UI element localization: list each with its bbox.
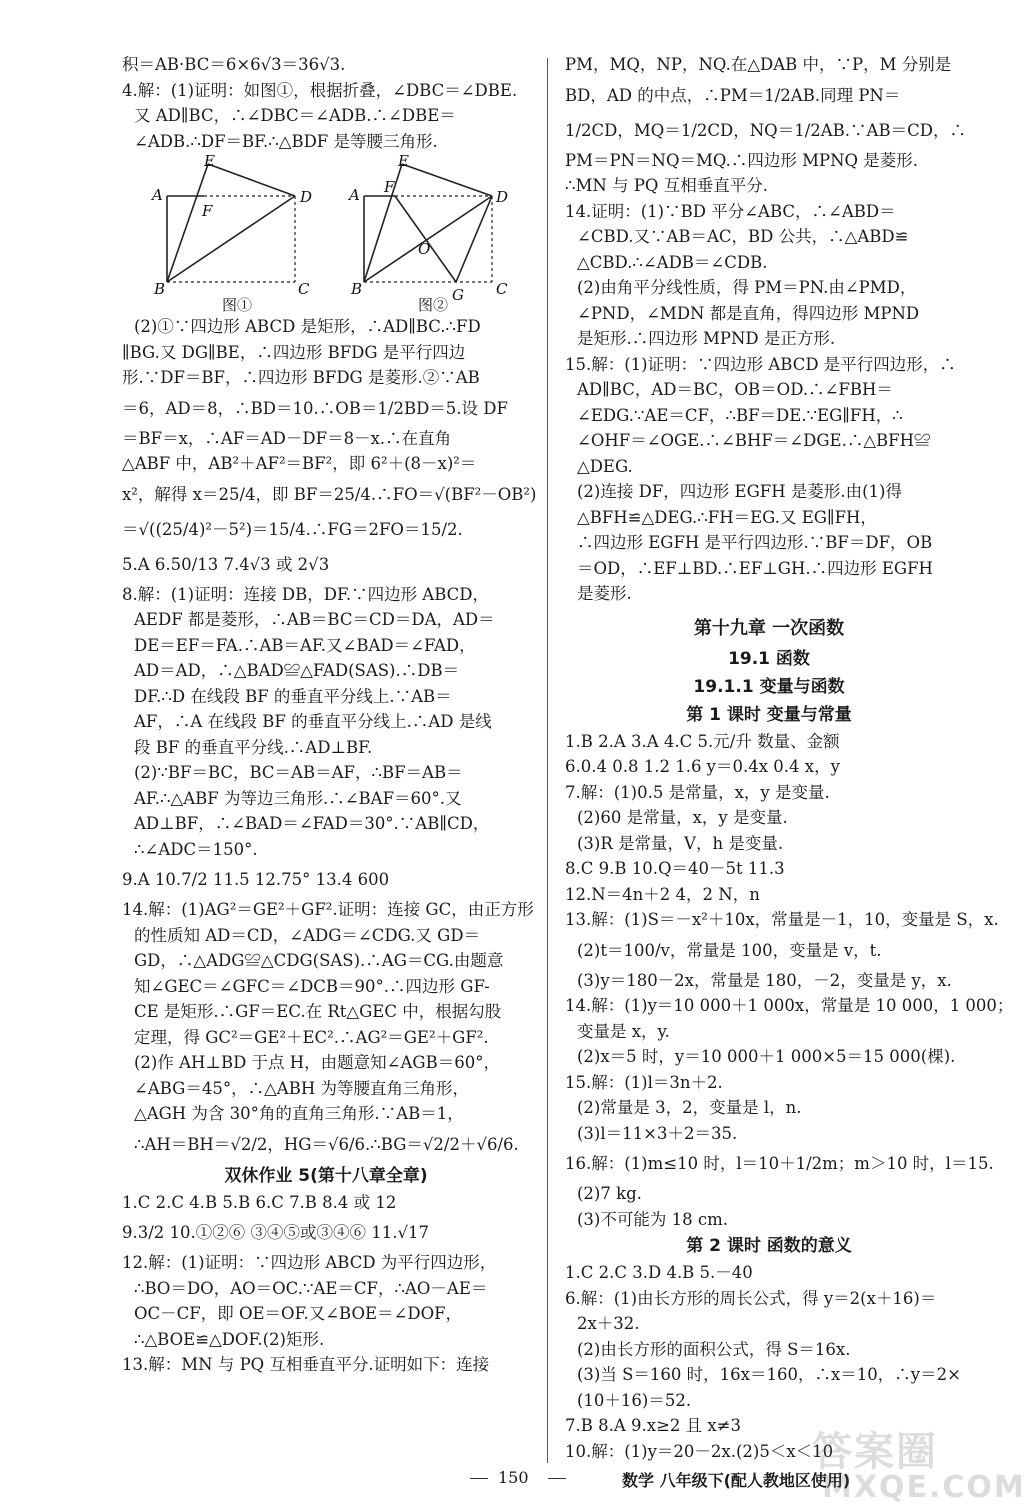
text-line: ∴BO＝DO，AO＝OC.∵AE＝CF，∴AO－AE＝: [134, 1278, 488, 1298]
text-line: (3)不可能为 18 cm.: [577, 1209, 728, 1229]
text-line: 2x＋32.: [577, 1314, 640, 1333]
text-line: AD⊥BF，∴∠BAD＝∠FAD＝30°.∵AB∥CD，: [134, 814, 490, 833]
text-line: △ABF 中，AB²＋AF²＝BF²，即 6²＋(8－x)²＝: [122, 454, 477, 473]
chapter-title: 第十九章 一次函数: [693, 617, 845, 639]
text-line: (3)R 是常量，V，h 是变量.: [577, 833, 784, 853]
text-line: (2)7 kg.: [577, 1184, 642, 1203]
figure-1: [167, 164, 295, 282]
geometry-figures: [122, 152, 530, 314]
watermark-url: MXQE.COM: [822, 1470, 1026, 1505]
footer-dash: [548, 1478, 566, 1479]
answer-line: 8.C 9.B 10.Q＝40－5t 11.3: [565, 859, 785, 878]
text-line: PM，MQ，NP，NQ.在△DAB 中，∵P，M 分别是: [565, 55, 952, 74]
text-line: x²，解得 x＝25/4，即 BF＝25/4.∴FO＝√(BF²－OB²): [122, 484, 537, 504]
subsection-title: 19.1.1 变量与函数: [693, 676, 845, 697]
answer-line: 7.B 8.A 9.x≥2 且 x≠3: [565, 1416, 742, 1435]
text-line: (10＋16)＝52.: [577, 1390, 692, 1410]
text-line: 8.解：(1)证明：连接 DB，DF.∵四边形 ABCD，: [122, 584, 490, 604]
text-line: CE 是矩形.∴GF＝EC.在 Rt△GEC 中，根据勾股: [134, 1002, 502, 1021]
text-line: (2)连接 DF，四边形 EGFH 是菱形.由(1)得: [577, 482, 902, 501]
answer-line: 12.N＝4n＋2 4，2 N，n: [565, 884, 760, 904]
text-line: △CBD.∴∠ADB＝∠CDB.: [577, 252, 768, 272]
answer-line: 1.C 2.C 3.D 4.B 5.－40: [565, 1263, 753, 1282]
section-heading: 双休作业 5(第十八章全章): [224, 1165, 428, 1186]
text-line: 14.证明：(1)∵BD 平分∠ABC，∴∠ABD＝: [565, 201, 896, 221]
page-number: 150: [498, 1468, 529, 1487]
text-line: ∠ABG＝45°，∴△ABH 为等腰直角三角形，: [134, 1078, 469, 1098]
text-line: ＝6，AD＝8，∴BD＝10.∴OB＝1/2BD＝5.设 DF: [122, 398, 508, 418]
text-line: ∠CBD.又∵AB＝AC，BD 公共，∴△ABD≌: [577, 227, 909, 246]
text-line: DE＝EF＝FA.∴AB＝AF.又∠BAD＝∠FAD，: [134, 635, 476, 655]
figure1-label-c: C: [298, 280, 310, 298]
answer-line: 6.0.4 0.8 1.2 1.6 y＝0.4x 0.4 x，y: [565, 757, 840, 776]
text-line: (2)∵BF＝BC，BC＝AB＝AF，∴BF＝AB＝: [134, 763, 463, 782]
footer-dash: [470, 1478, 488, 1479]
figure1-label-e: E: [204, 152, 215, 170]
text-line: ∴AH＝BH＝√2/2，HG＝√6/6.∴BG＝√2/2＋√6/6.: [134, 1134, 519, 1154]
text-line: BD，AD 的中点，∴PM＝1/2AB.同理 PN＝: [565, 85, 901, 105]
figure1-caption: 图①: [222, 296, 253, 314]
text-line: 是菱形.: [577, 584, 632, 603]
answer-line: 9.3/2 10.①②⑥ ③④⑤或③④⑥ 11.√17: [122, 1223, 430, 1242]
text-line: ∴∠ADC＝150°.: [134, 839, 258, 859]
text-line: (2)t＝100/v，常量是 100，变量是 v，t.: [577, 940, 882, 960]
lesson-title: 第 1 课时 变量与常量: [686, 704, 852, 725]
text-line: ∴△BOE≌△DOF.(2)矩形.: [134, 1329, 325, 1349]
text-line: 形.∵DF＝BF，∴四边形 BFDG 是菱形.②∵AB: [122, 368, 480, 387]
text-line: △BFH≌△DEG.∴FH＝EG.又 EG∥FH，: [577, 507, 877, 527]
text-line: OC－CF，即 OE＝OF.又∠BOE＝∠DOF，: [134, 1304, 463, 1323]
footer-subject: 数学 八年级下(配人教地区使用): [622, 1471, 851, 1490]
text-line: AF.∴△ABF 为等边三角形.∴∠BAF＝60°.又: [134, 788, 462, 808]
column-divider: [547, 58, 548, 1463]
text-line: △DEG.: [577, 456, 633, 476]
text-line: 又 AD∥BC，∴∠DBC＝∠ADB.∴∠DBE＝: [134, 106, 456, 125]
watermark-logo: [812, 1420, 1026, 1510]
text-line: 13.解：MN 与 PQ 互相垂直平分.证明如下：连接: [122, 1355, 490, 1374]
text-line: ＝BF＝x，∴AF＝AD－DF＝8－x.∴在直角: [122, 428, 452, 448]
text-line: ∠EDG.∵AE＝CF，∴BF＝DE.∵EG∥FH，∴: [577, 405, 903, 425]
figure2-caption: 图②: [418, 296, 449, 314]
watermark-logo-text: 答案圈: [812, 1429, 938, 1475]
figure1-label-a: A: [152, 186, 163, 204]
text-line: 积＝AB·BC＝6×6√3＝36√3.: [122, 55, 346, 74]
text-line: ＝√((25/4)²－5²)＝15/4.∴FG＝2FO＝15/2.: [122, 519, 463, 539]
text-line: 段 BF 的垂直平分线.∴AD⊥BF.: [134, 737, 373, 757]
figure2-label-b: B: [351, 280, 363, 298]
text-line: (2)①∵四边形 ABCD 是矩形，∴AD∥BC.∴FD: [134, 317, 481, 336]
text-line: AD＝AD，∴△BAD≌△FAD(SAS).∴DB＝: [134, 661, 460, 680]
text-line: 定理，得 GC²＝GE²＋EC².∴AG²＝GE²＋GF².: [134, 1027, 489, 1047]
figure2-label-f: F: [384, 178, 395, 196]
text-line: 10.解：(1)y＝20－2x.(2)5＜x＜10: [565, 1441, 834, 1461]
text-line: (3)l＝11×3＋2＝35.: [577, 1123, 738, 1143]
answer-line: 1.C 2.C 4.B 5.B 6.C 7.B 8.4 或 12: [122, 1192, 397, 1212]
answer-line: 9.A 10.7/2 11.5 12.75° 13.4 600: [122, 870, 390, 889]
text-line: 1/2CD，MQ＝1/2CD，NQ＝1/2AB.∵AB＝CD，∴: [565, 120, 966, 140]
text-line: (2)由长方形的面积公式，得 S＝16x.: [577, 1339, 851, 1359]
text-line: 7.解：(1)0.5 是常量，x，y 是变量.: [565, 782, 830, 802]
text-line: (3)当 S＝160 时，16x＝160，∴x＝10，∴y＝2×: [577, 1365, 961, 1384]
figure-svg: [122, 152, 530, 314]
text-line: 15.解：(1)证明：∵四边形 ABCD 是平行四边形，∴: [565, 354, 956, 374]
text-line: ∠PND，∠MDN 都是直角，得四边形 MPND: [577, 303, 920, 323]
text-line: AEDF 都是菱形，∴AB＝BC＝CD＝DA，AD＝: [134, 610, 495, 629]
text-line: ∴四边形 EGFH 是平行四边形.∵BF＝DF，OB: [577, 533, 933, 552]
text-line: ∴MN 与 PQ 互相垂直平分.: [565, 176, 768, 195]
figure2-label-a: A: [349, 186, 360, 204]
text-line: (2)60 是常量，x，y 是变量.: [577, 808, 788, 827]
text-line: 是矩形.∴四边形 MPND 是正方形.: [577, 329, 836, 348]
text-line: AF，∴A 在线段 BF 的垂直平分线上.∴AD 是线: [134, 712, 492, 731]
text-line: ∥BG.又 DG∥BE，∴四边形 BFDG 是平行四边: [122, 342, 466, 362]
figure2-label-c: C: [496, 280, 508, 298]
lesson-title: 第 2 课时 函数的意义: [686, 1236, 852, 1256]
text-line: GD，∴△ADG≌△CDG(SAS).∴AG＝CG.由题意: [134, 951, 504, 970]
figure2-label-e: E: [398, 152, 409, 170]
text-line: DF.∴D 在线段 BF 的垂直平分线上.∵AB＝: [134, 686, 452, 706]
figure1-label-f: F: [202, 202, 213, 220]
text-line: ＝OD，∴EF⊥BD.∴EF⊥GH.∴四边形 EGFH: [577, 558, 933, 578]
text-line: 6.解：(1)由长方形的周长公式，得 y＝2(x＋16)＝: [565, 1288, 937, 1308]
text-line: ∠ADB.∴DF＝BF.∴△BDF 是等腰三角形.: [134, 131, 438, 151]
right-column: [565, 52, 1014, 1464]
text-line: (2)常量是 3，2，变量是 l，n.: [577, 1098, 802, 1117]
text-line: △AGH 为含 30°角的直角三角形.∵AB＝1，: [134, 1104, 464, 1123]
text-line: 16.解：(1)m≤10 时，l＝10＋1/2m；m＞10 时，l＝15.: [565, 1154, 994, 1173]
text-line: 14.解：(1)y＝10 000＋1 000x，常量是 10 000，1 000；: [565, 996, 1014, 1015]
text-line: 的性质知 AD＝CD，∠ADG＝∠CDG.又 GD＝: [134, 925, 481, 945]
text-line: 14.解：(1)AG²＝GE²＋GF².证明：连接 GC，由正方形: [122, 900, 534, 919]
text-line: 15.解：(1)l＝3n＋2.: [565, 1072, 723, 1092]
text-line: (2)作 AH⊥BD 于点 H，由题意知∠AGB＝60°，: [134, 1053, 500, 1072]
text-line: 4.解：(1)证明：如图①，根据折叠，∠DBC＝∠DBE.: [122, 80, 518, 100]
answer-line: 5.A 6.50/13 7.4√3 或 2√3: [122, 554, 330, 574]
left-column: [122, 52, 537, 1378]
text-line: PM＝PN＝NQ＝MQ.∴四边形 MPNQ 是菱形.: [565, 150, 919, 170]
figure2-label-d: D: [496, 188, 509, 206]
figure2-label-g: G: [452, 286, 464, 304]
figure2-label-o: O: [418, 240, 431, 258]
section-title: 19.1 函数: [728, 648, 810, 669]
text-line: 12.解：(1)证明：∵四边形 ABCD 为平行四边形，: [122, 1253, 497, 1272]
figure1-label-b: B: [154, 280, 166, 298]
text-line: 变量是 x，y.: [577, 1021, 670, 1041]
figure1-label-d: D: [300, 188, 313, 206]
answer-line: 1.B 2.A 3.A 4.C 5.元/升 数量、金额: [565, 731, 840, 751]
text-line: (2)由角平分线性质，得 PM＝PN.由∠PMD，: [577, 278, 917, 297]
text-line: 13.解：(1)S＝－x²＋10x，常量是－1，10，变量是 S，x.: [565, 910, 999, 929]
text-line: AD∥BC，AD＝BC，OB＝OD.∴∠FBH＝: [577, 380, 893, 399]
text-line: 知∠GEC＝∠GFC＝∠DCB＝90°.∴四边形 GF-: [134, 976, 490, 996]
text-line: (2)x＝5 时，y＝10 000＋1 000×5＝15 000(棵).: [577, 1047, 956, 1066]
text-line: ∠OHF＝∠OGE.∴∠BHF＝∠DGE.∴△BFH≌: [577, 431, 931, 450]
text-line: (3)y＝180－2x，常量是 180，－2，变量是 y，x.: [577, 970, 952, 990]
